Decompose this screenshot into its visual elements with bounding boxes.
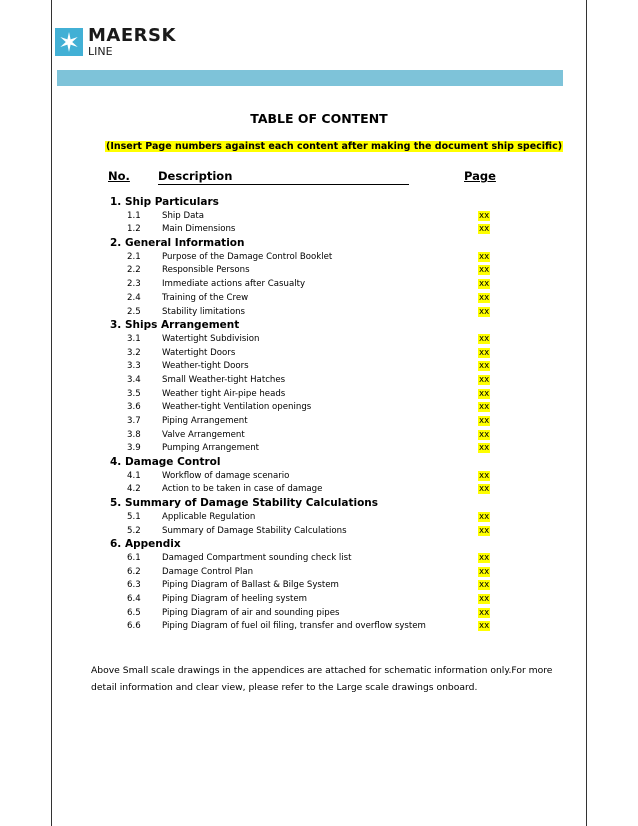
toc-item-number: 3.6	[127, 402, 141, 413]
toc-item-page: xx	[479, 607, 490, 618]
toc-item-description: Watertight Doors	[162, 347, 236, 358]
toc-item-description: Ship Data	[162, 210, 204, 221]
toc-item	[0, 223, 638, 237]
toc-item-number: 2.1	[127, 251, 141, 262]
toc-item-description: Piping Arrangement	[162, 416, 248, 426]
toc-item-number: 3.1	[127, 333, 141, 344]
toc-item-description: Workflow of damage scenario	[162, 470, 290, 481]
toc-item-number: 3.5	[127, 388, 141, 399]
toc-item-page: xx	[479, 265, 490, 276]
toc-section	[0, 237, 638, 251]
toc-item-description: Main Dimensions	[162, 224, 236, 235]
instruction-note: (Insert Page numbers against each content after making the document ship specific)	[106, 141, 563, 152]
toc-item	[0, 483, 638, 497]
toc-item-description: Weather tight Air-pipe heads	[162, 388, 286, 399]
toc-item-description: Stability limitations	[162, 306, 246, 317]
toc-item-page: xx	[479, 333, 490, 344]
toc-item-number: 6.1	[127, 552, 141, 563]
logo-brand: MAERSK	[88, 25, 176, 46]
toc-item	[0, 470, 638, 484]
toc-item-page: xx	[479, 361, 490, 372]
toc-item-number: 3.7	[127, 416, 141, 426]
toc-item-description: Damaged Compartment sounding check list	[162, 552, 352, 563]
toc-item-description: Pumping Arrangement	[162, 443, 260, 454]
toc-item-page: xx	[479, 251, 490, 262]
toc-item	[0, 306, 638, 320]
toc-item-number: 2.4	[127, 292, 141, 303]
toc-item-page: xx	[479, 416, 490, 426]
toc-item-page: xx	[479, 388, 490, 399]
toc-item	[0, 347, 638, 361]
toc-item-page: xx	[479, 593, 490, 604]
toc-item-description: Weather-tight Doors	[162, 361, 249, 372]
toc-item-page: xx	[479, 443, 490, 454]
toc-item-page: xx	[479, 402, 490, 413]
toc-item	[0, 552, 638, 566]
toc-item-number: 5.1	[127, 511, 141, 522]
toc-item-page: xx	[479, 429, 490, 440]
footer-note: Above Small scale drawings in the appendices are attached for schematic information only.For more detail information and clear view, please refer to the Large scale drawings onboard.	[91, 665, 553, 693]
toc-section-label: 5. Summary of Damage Stability Calculations	[110, 497, 379, 510]
toc-item-number: 6.3	[127, 580, 141, 591]
toc-item-number: 2.5	[127, 306, 141, 317]
toc-item	[0, 360, 638, 374]
toc-item-number: 3.8	[127, 429, 141, 440]
header-band	[57, 70, 563, 86]
page-title: TABLE OF CONTENT	[250, 111, 388, 126]
toc-item-description: Valve Arrangement	[162, 429, 245, 440]
toc-item	[0, 210, 638, 224]
toc-item-page: xx	[479, 347, 490, 358]
toc-item	[0, 511, 638, 525]
toc-section-label: 3. Ships Arrangement	[110, 319, 240, 332]
toc-item-page: xx	[479, 511, 490, 522]
toc-item-description: Applicable Regulation	[162, 511, 256, 522]
toc-item-number: 4.1	[127, 470, 141, 481]
toc-item-description: Action to be taken in case of damage	[162, 484, 323, 495]
toc-item-number: 3.9	[127, 443, 141, 454]
toc-item	[0, 593, 638, 607]
toc-item	[0, 566, 638, 580]
toc-item-page: xx	[479, 224, 490, 235]
toc-item-description: Piping Diagram of Ballast & Bilge System	[162, 580, 339, 591]
toc-item-description: Immediate actions after Casualty	[162, 279, 306, 290]
toc-item-page: xx	[479, 470, 490, 481]
toc-item-number: 5.2	[127, 525, 141, 536]
toc-item-number: 6.6	[127, 621, 141, 632]
logo-sub: LINE	[88, 45, 113, 58]
toc-item	[0, 401, 638, 415]
toc-item-page: xx	[479, 484, 490, 495]
toc-item	[0, 264, 638, 278]
toc-item-number: 2.2	[127, 265, 141, 276]
toc-item	[0, 429, 638, 443]
toc-item-page: xx	[479, 552, 490, 563]
toc-item-page: xx	[479, 580, 490, 591]
toc-item-description: Piping Diagram of air and sounding pipes	[162, 607, 340, 618]
toc-item	[0, 374, 638, 388]
toc-item	[0, 525, 638, 539]
toc-item-number: 6.5	[127, 607, 141, 618]
toc-item-description: Purpose of the Damage Control Booklet	[162, 251, 333, 262]
toc-item-page: xx	[479, 525, 490, 536]
toc-item-description: Training of the Crew	[162, 292, 249, 303]
toc-item-page: xx	[479, 566, 490, 577]
toc-item-description: Summary of Damage Stability Calculations	[162, 525, 347, 536]
toc-section	[0, 538, 638, 552]
toc-item	[0, 292, 638, 306]
toc-item	[0, 607, 638, 621]
toc-item-page: xx	[479, 306, 490, 317]
toc-item	[0, 620, 638, 634]
column-header-no: No.	[108, 169, 130, 183]
toc-section	[0, 497, 638, 511]
toc-item-description: Piping Diagram of fuel oil filing, transfer and overflow system	[162, 621, 426, 632]
toc-item-number: 2.3	[127, 279, 141, 290]
toc-item-number: 3.4	[127, 374, 141, 385]
toc-item-description: Watertight Subdivision	[162, 333, 260, 344]
toc-item-number: 6.2	[127, 566, 141, 577]
toc-item	[0, 333, 638, 347]
toc-item-number: 1.2	[127, 224, 141, 235]
toc-item-description: Small Weather-tight Hatches	[162, 374, 286, 385]
maersk-logo	[55, 26, 176, 58]
toc-item-description: Responsible Persons	[162, 265, 250, 276]
toc-item-page: xx	[479, 279, 490, 290]
toc-item-description: Damage Control Plan	[162, 566, 254, 577]
toc-item-page: xx	[479, 210, 490, 221]
toc-section	[0, 196, 638, 210]
toc-item-number: 3.3	[127, 361, 141, 372]
toc-item-description: Piping Diagram of heeling system	[162, 593, 307, 604]
toc-item-number: 6.4	[127, 593, 141, 604]
toc-item-page: xx	[479, 621, 490, 632]
toc-item	[0, 278, 638, 292]
toc-item-number: 3.2	[127, 347, 141, 358]
toc-item-page: xx	[479, 374, 490, 385]
toc-section	[0, 319, 638, 333]
toc-item-number: 1.1	[127, 210, 141, 221]
toc-section-label: 4. Damage Control	[110, 456, 221, 469]
toc-section	[0, 456, 638, 470]
toc-item-page: xx	[479, 292, 490, 303]
toc-item	[0, 251, 638, 265]
toc-item	[0, 415, 638, 429]
star-icon	[55, 28, 83, 56]
toc-section-label: 2. General Information	[110, 237, 245, 250]
table-of-contents	[0, 196, 638, 634]
toc-item	[0, 579, 638, 593]
toc-item	[0, 442, 638, 456]
column-header-description: Description	[158, 169, 409, 185]
toc-item-description: Weather-tight Ventilation openings	[162, 402, 312, 413]
toc-item	[0, 388, 638, 402]
toc-section-label: 1. Ship Particulars	[110, 196, 219, 208]
toc-item-number: 4.2	[127, 484, 141, 495]
toc-section-label: 6. Appendix	[110, 538, 181, 551]
column-header-page: Page	[464, 169, 496, 183]
